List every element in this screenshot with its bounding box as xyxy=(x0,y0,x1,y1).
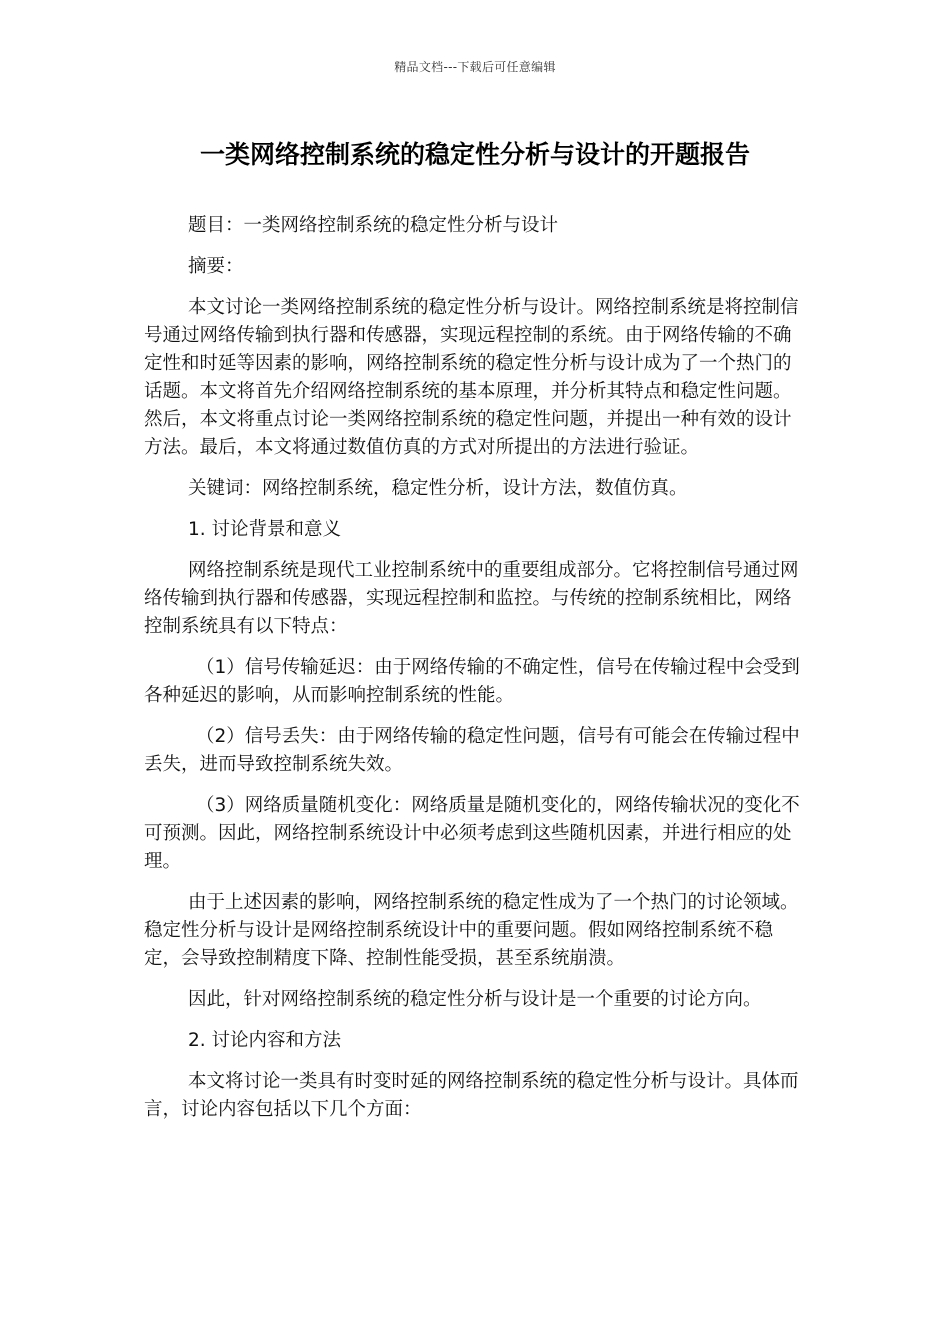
section1-impact-paragraph: 由于上述因素的影响，网络控制系统的稳定性成为了一个热门的讨论领域。稳定性分析与设计是网络控制系统设计中的重要问题。假如网络控制系统不稳定，会导致控制精度下降、控制性能受损，甚至系统崩溃。 xyxy=(144,892,799,969)
document-title: 一类网络控制系统的稳定性分析与设计的开题报告 xyxy=(199,140,750,169)
section1-heading: 1. 讨论背景和意义 xyxy=(188,519,342,540)
section1-intro-paragraph: 网络控制系统是现代工业控制系统中的重要组成部分。它将控制信号通过网络传输到执行器和传感器，实现远程控制和监控。与传统的控制系统相比，网络控制系统具有以下特点： xyxy=(144,560,799,637)
section2-intro-paragraph: 本文将讨论一类具有时变时延的网络控制系统的稳定性分析与设计。具体而言，讨论内容包括以下几个方面： xyxy=(144,1071,799,1120)
header-note: 精品文档---下载后可任意编辑 xyxy=(394,60,556,74)
section2-heading: 2. 讨论内容和方法 xyxy=(188,1030,342,1051)
feature-item-delay: （1）信号传输延迟：由于网络传输的不确定性，信号在传输过程中会受到各种延迟的影响，从而影响控制系统的性能。 xyxy=(144,657,800,706)
feature-item-loss: （2）信号丢失：由于网络传输的稳定性问题，信号有可能会在传输过程中丢失，进而导致控制系统失效。 xyxy=(144,726,800,775)
keywords-line: 关键词：网络控制系统，稳定性分析，设计方法，数值仿真。 xyxy=(188,478,688,499)
section1-conclusion-paragraph: 因此，针对网络控制系统的稳定性分析与设计是一个重要的讨论方向。 xyxy=(188,989,762,1010)
abstract-paragraph: 本文讨论一类网络控制系统的稳定性分析与设计。网络控制系统是将控制信号通过网络传输到执行器和传感器，实现远程控制的系统。由于网络传输的不确定性和时延等因素的影响，网络控制系统的稳定性分析与设计成为了一个热门的话题。本文将首先介绍网络控制系统的基本原理，并分析其特点和稳定性问题。然后，本文将重点讨论一类网络控制系统的稳定性问题，并提出一种有效的设计方法。最后，本文将通过数值仿真的方式对所提出的方法进行验证。 xyxy=(144,297,799,458)
topic-line: 题目：一类网络控制系统的稳定性分析与设计 xyxy=(188,215,559,236)
document-body xyxy=(144,212,808,1137)
abstract-label: 摘要： xyxy=(188,256,244,277)
feature-item-quality: （3）网络质量随机变化：网络质量是随机变化的，网络传输状况的变化不可预测。因此，网络控制系统设计中必须考虑到这些随机因素，并进行相应的处理。 xyxy=(144,795,800,872)
